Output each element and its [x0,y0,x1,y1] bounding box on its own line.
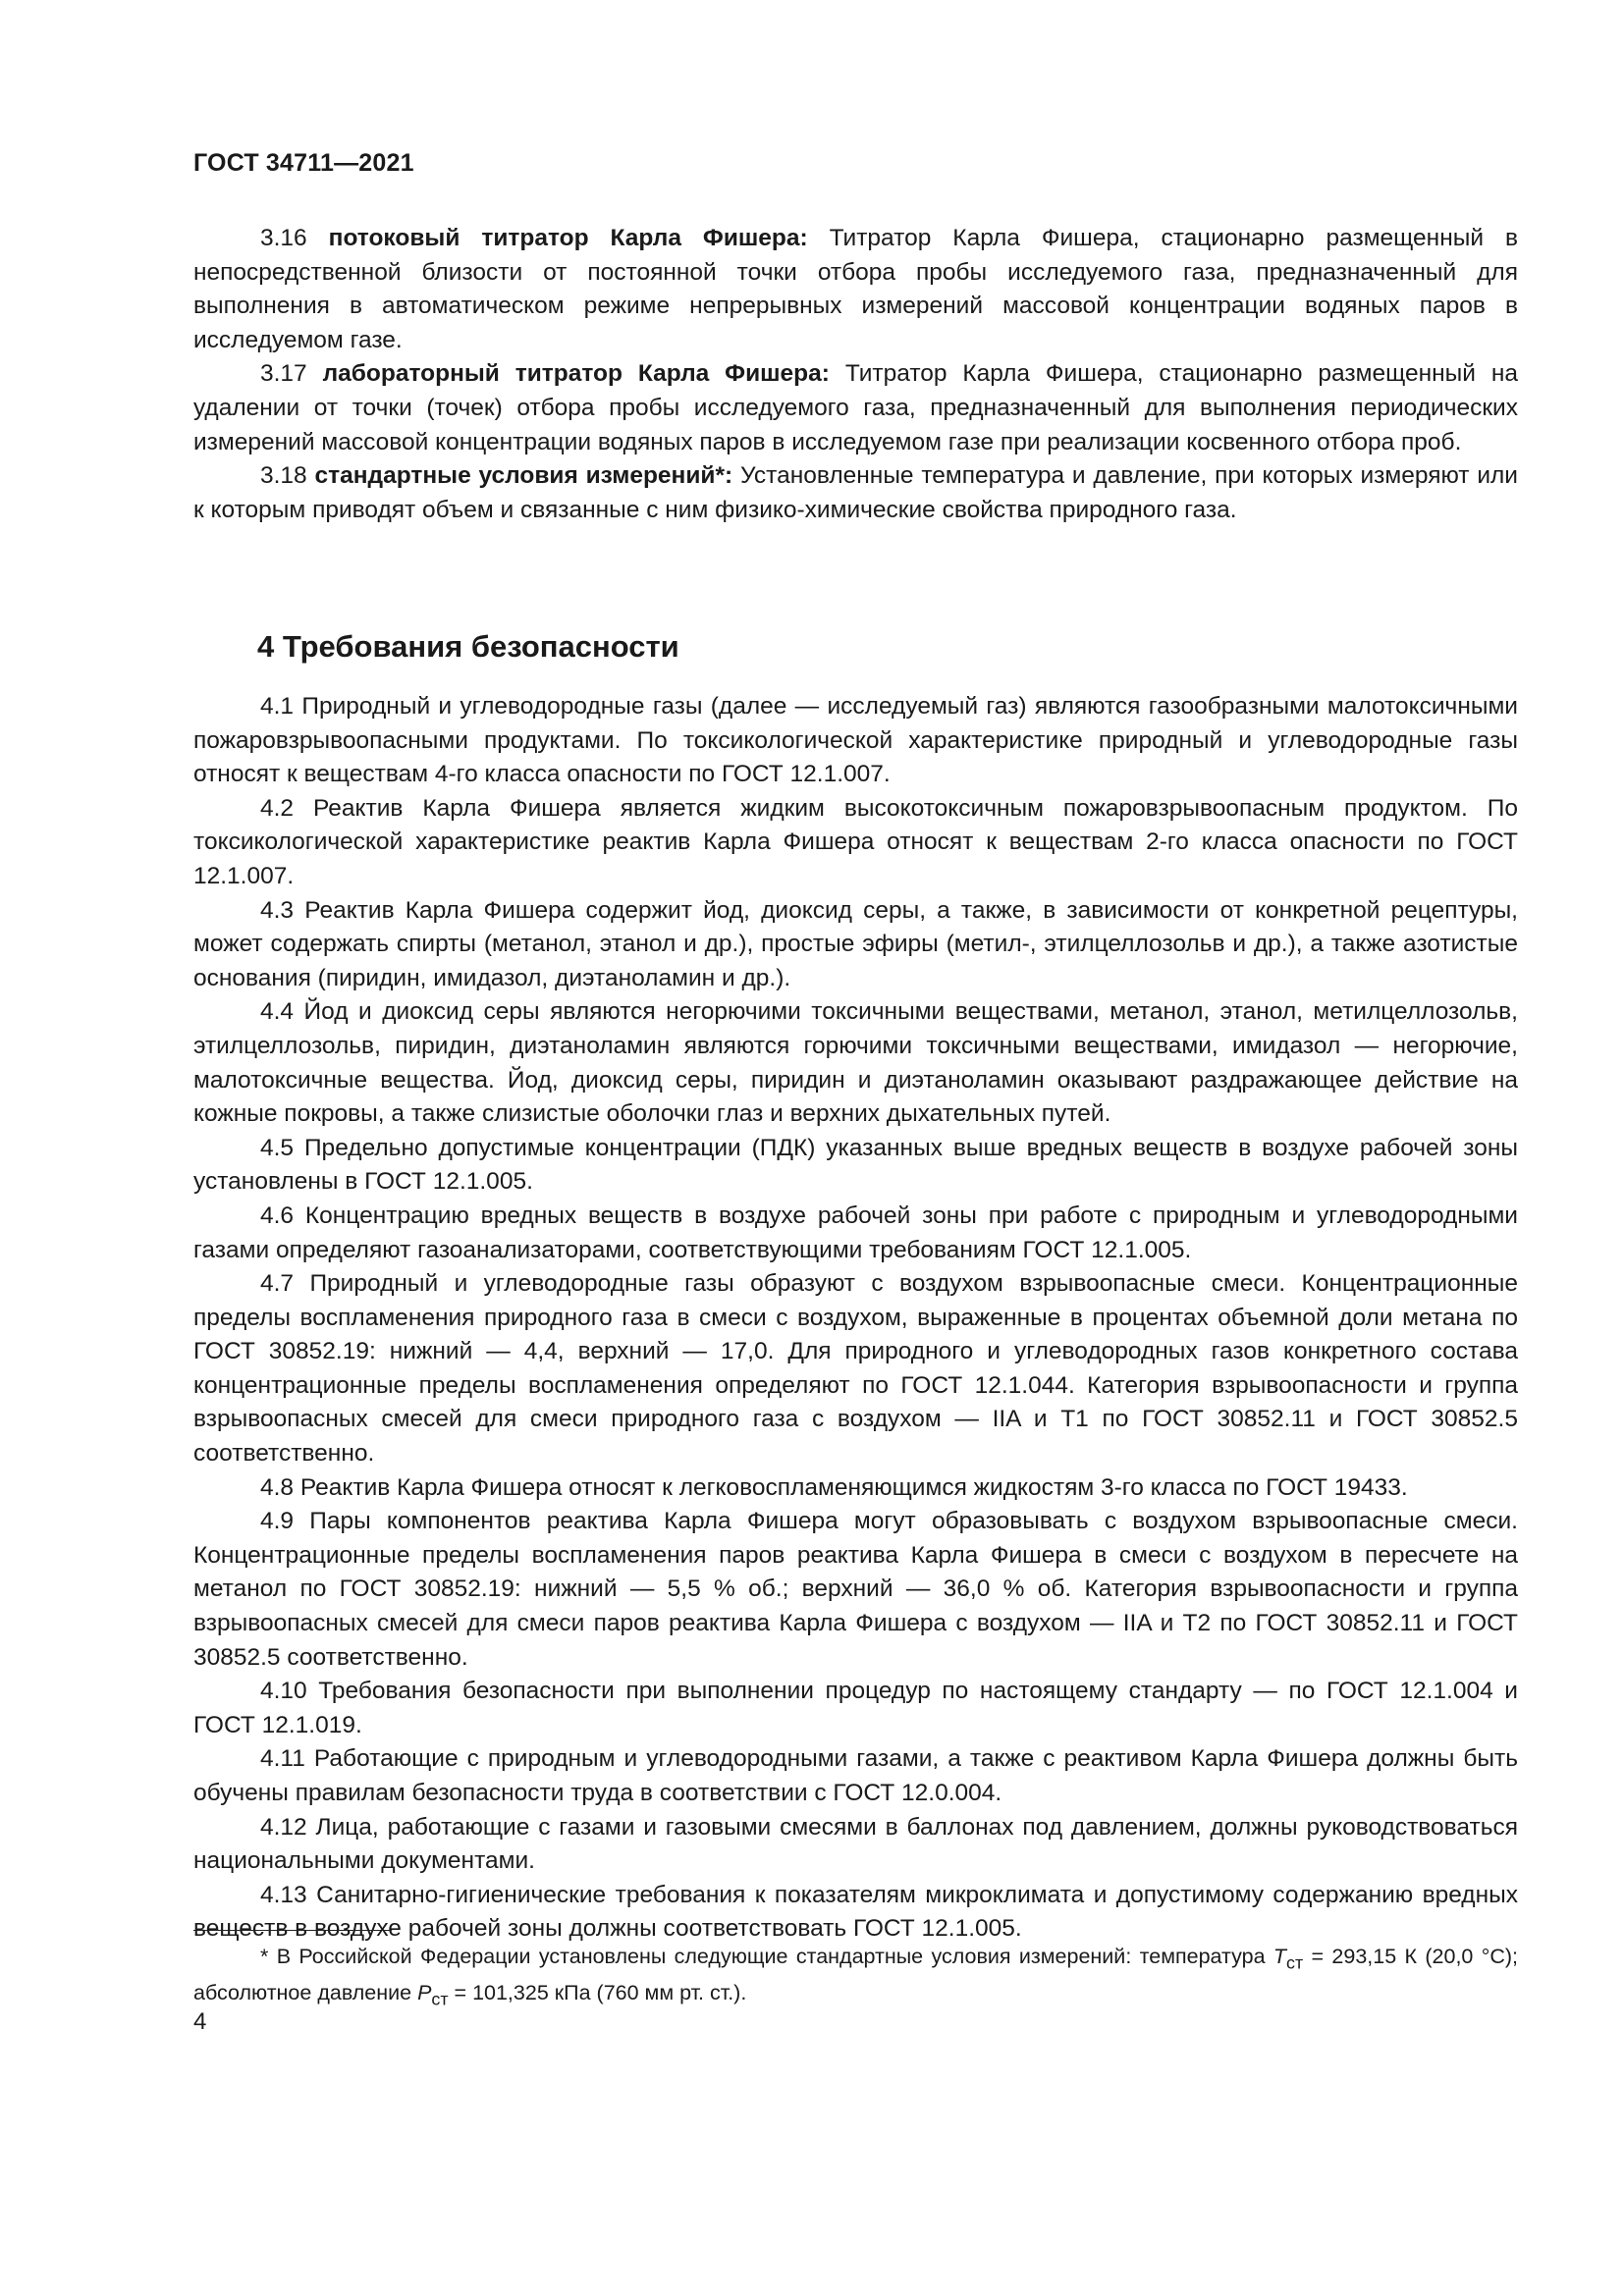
section-body [193,690,1518,1947]
temperature-subscript: ст [1286,1952,1304,1973]
paragraph-4-6: 4.6 Концентрацию вредных веществ в воздухе рабочей зоны при работе с природным и углеводородными газами определяют газоанализаторами, соответствующими требованиям ГОСТ 12.1.005. [193,1201,1518,1263]
page-number: 4 [193,2008,207,2035]
definition-text: Титратор Карла Фишера, стационарно размещенный на удалении от точки (точек) отбора пробы исследуемого газа, предназначенный для выполнения периодических измерений массовой концентрации водяных паров в исследуемом газе при реализации косвенного отбора проб. [193,360,1518,455]
footnote-text-b: = 293,15 К (20,0 °С); абсолютное давление [193,1945,1518,2005]
definition-text: Установленные температура и давление, при которых измеряют или к которым приводят объем и связанные с ним физико-химические свойства природного газа. [193,462,1518,523]
definitions-block [193,222,1518,527]
footnote-text [193,1942,1518,2015]
footnote [193,1942,1518,2015]
paragraph-4-3: 4.3 Реактив Карла Фишера содержит йод, диоксид серы, а также, в зависимости от конкретной рецептуры, может содержать спирты (метанол, этанол и др.), простые эфиры (метил-, этилцеллозольв и др.), а также азотистые основания (пиридин, имидазол, диэтаноламин и др.). [193,896,1518,991]
definition-number: 3.17 [260,360,307,388]
paragraph-4-8: 4.8 Реактив Карла Фишера относят к легковоспламеняющимся жидкостям 3-го класса по ГОСТ 19433. [260,1473,1408,1501]
definition-3-17 [193,357,1518,459]
definition-term: потоковый титратор Карла Фишера: [328,225,808,251]
pressure-subscript: ст [431,1989,449,2009]
pressure-symbol: P [417,1981,432,2005]
paragraph-4-11: 4.11 Работающие с природным и углеводородными газами, а также с реактивом Карла Фишера должны быть обучены правилам безопасности труда в соответствии с ГОСТ 12.0.004. [193,1745,1518,1806]
paragraph-4-9: 4.9 Пары компонентов реактива Карла Фишера могут образовывать с воздухом взрывоопасные смеси. Концентрационные пределы воспламенения паров реактива Карла Фишера в смеси с воздухом в пересчете на метанол по ГОСТ 30852.19: нижний — 5,5 % об.; верхний — 36,0 % об. Категория взрывоопасности и группа взрывоопасных смесей для смеси паров реактива Карла Фишера с воздухом — IIA и Т2 по ГОСТ 30852.11 и ГОСТ 30852.5 соответственно. [193,1508,1518,1671]
definition-3-18 [193,459,1518,527]
definition-text: Титратор Карла Фишера, стационарно размещенный в непосредственной близости от постоянной точки отбора пробы исследуемого газа, предназначенный для выполнения в автоматическом режиме непрерывных измерений массовой концентрации водяных паров в исследуемом газе. [193,225,1518,353]
document-header: ГОСТ 34711—2021 [193,149,414,177]
paragraph-4-13: 4.13 Санитарно-гигиенические требования к показателям микроклимата и допустимому содержанию вредных веществ в воздухе рабочей зоны должны соответствовать ГОСТ 12.1.005. [193,1881,1518,1943]
paragraph-4-4: 4.4 Йод и диоксид серы являются негорючими токсичными веществами, метанол, этанол, метилцеллозольв, этилцеллозольв, пиридин, диэтаноламин являются горючими токсичными веществами, имидазол — негорючие, малотоксичные вещества. Йод, диоксид серы, пиридин и диэтаноламин оказывают раздражающее действие на кожные покровы, а также слизистые оболочки глаз и верхних дыхательных путей. [193,998,1518,1128]
definition-number: 3.16 [260,225,307,251]
footnote-text-c: = 101,325 кПа (760 мм рт. ст.). [448,1981,747,2005]
paragraph-4-2: 4.2 Реактив Карла Фишера является жидким высокотоксичным пожаровзрывоопасным продуктом. По токсикологической характеристике реактив Карла Фишера относят к веществам 2-го класса опасности по ГОСТ 12.1.007. [193,794,1518,889]
definition-term: лабораторный титратор Карла Фишера: [322,360,830,388]
definition-term: стандартные условия измерений*: [314,462,733,490]
paragraph-4-12: 4.12 Лица, работающие с газами и газовыми смесями в баллонах под давлением, должны руководствоваться национальными документами. [193,1813,1518,1875]
definition-3-16 [193,222,1518,357]
section-heading: 4 Требования безопасности [257,629,679,664]
footnote-text-a: * В Российской Федерации установлены следующие стандартные условия измерений: температура [260,1945,1273,1968]
temperature-symbol: T [1272,1945,1287,1968]
footnote-divider [193,1930,392,1931]
paragraph-4-1: 4.1 Природный и углеводородные газы (далее — исследуемый газ) являются газообразными малотоксичными пожаровзрывоопасными продуктами. По токсикологической характеристике природный и углеводородные газы относят к веществам 4-го класса опасности по ГОСТ 12.1.007. [193,693,1518,788]
paragraph-4-5: 4.5 Предельно допустимые концентрации (ПДК) указанных выше вредных веществ в воздухе рабочей зоны установлены в ГОСТ 12.1.005. [193,1134,1518,1196]
paragraph-4-7: 4.7 Природный и углеводородные газы образуют с воздухом взрывоопасные смеси. Концентрационные пределы воспламенения природного газа в смеси с воздухом, выраженные в процентах объемной доли метана по ГОСТ 30852.19: нижний — 4,4, верхний — 17,0. Для природного и углеводородных газов конкретного состава концентрационные пределы воспламенения определяют по ГОСТ 12.1.044. Категория взрывоопасности и группа взрывоопасных смесей для смеси природного газа с воздухом — IIA и Т1 по ГОСТ 30852.11 и ГОСТ 30852.5 соответственно. [193,1270,1518,1468]
paragraph-4-10: 4.10 Требования безопасности при выполнении процедур по настоящему стандарту — по ГОСТ 12.1.004 и ГОСТ 12.1.019. [193,1678,1518,1738]
definition-number: 3.18 [260,462,307,490]
